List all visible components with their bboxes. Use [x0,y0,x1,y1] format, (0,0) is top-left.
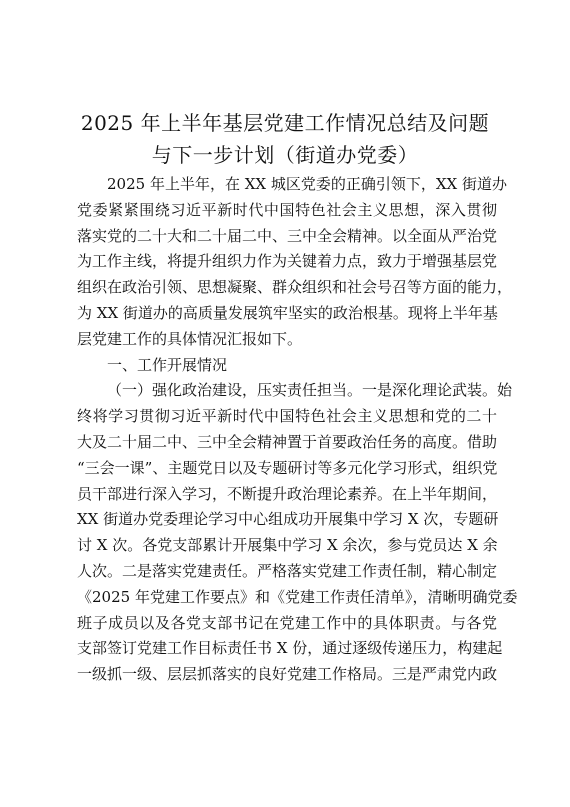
paragraph-line: 为 XX 街道办的高质量发展筑牢坚实的政治根基。现将上半年基 [77,303,498,322]
paragraph-line: 组织在政治引领、思想凝聚、群众组织和社会号召等方面的能力， [77,278,513,297]
paragraph-line: 大及二十届二中、三中全会精神置于首要政治任务的高度。借助 [77,432,498,451]
paragraph-line: 人次。二是落实党建责任。严格落实党建工作责任制，精心制定 [77,561,498,580]
paragraph-line: 《2025 年党建工作要点》和《党建工作责任清单》，清晰明确党委 [77,587,518,606]
paragraph-line: 班子成员以及各党支部书记在党建工作中的具体职责。与各党 [77,613,497,632]
document-title-line-2: 与下一步计划（街道办党委） [151,143,419,167]
section-heading: 一、工作开展情况 [107,355,228,374]
paragraph-line: 讨 X 次。各党支部累计开展集中学习 X 余次，参与党员达 X 余 [77,536,498,555]
paragraph-line: 落实党的二十大和二十届二中、三中全会精神。以全面从严治党 [77,226,498,245]
paragraph-line: 党委紧紧围绕习近平新时代中国特色社会主义思想，深入贯彻 [77,200,497,219]
paragraph-line: 一级抓一级、层层抓落实的良好党建工作格局。三是严肃党内政 [77,665,498,684]
document-title-line-1: 2025 年上半年基层党建工作情况总结及问题 [80,111,490,135]
document-body [77,172,518,688]
paragraph-line: XX 街道办党委理论学习中心组成功开展集中学习 X 次，专题研 [77,510,499,529]
paragraph-line: 层党建工作的具体情况汇报如下。 [77,329,303,348]
paragraph-line: “三会一课”、主题党日以及专题研讨等多元化学习形式，组织党 [77,458,498,477]
paragraph-line: 2025 年上半年，在 XX 城区党委的正确引领下，XX 街道办 [107,175,507,193]
paragraph-line: 支部签订党建工作目标责任书 X 份，通过逐级传递压力，构建起 [77,639,503,658]
paragraph-line: 为工作主线，将提升组织力作为关键着力点，致力于增强基层党 [77,252,498,271]
paragraph-line: 员干部进行深入学习，不断提升政治理论素养。在上半年期间， [77,484,498,503]
paragraph-line: 终将学习贯彻习近平新时代中国特色社会主义思想和党的二十 [77,407,497,426]
paragraph-line: （一）强化政治建设，压实责任担当。一是深化理论武装。始 [107,381,513,400]
